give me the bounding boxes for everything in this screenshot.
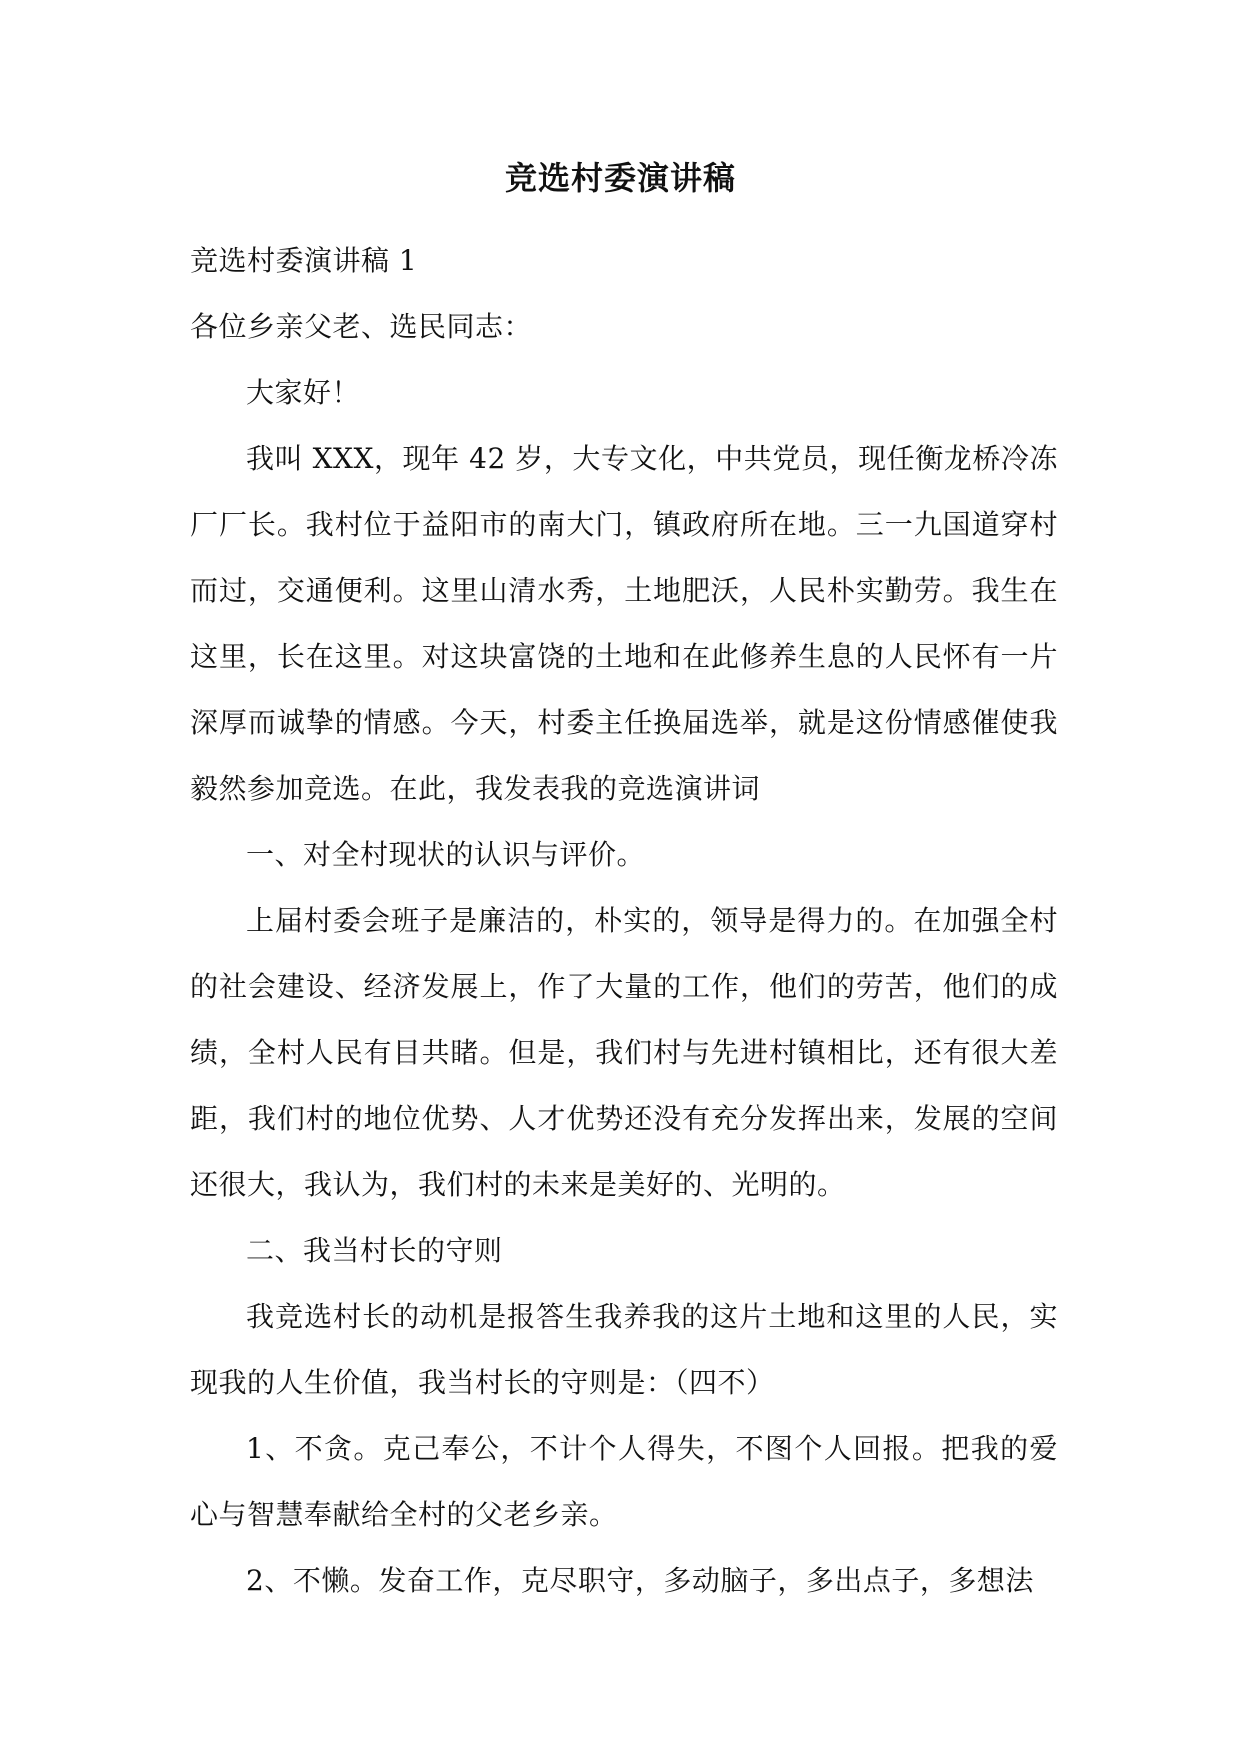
paragraph-rule-1: 1、不贪。克己奉公，不计个人得失，不图个人回报。把我的爱心与智慧奉献给全村的父老乡亲。 <box>190 1432 1058 1531</box>
document-body <box>190 228 1058 1614</box>
paragraph-rule-2: 2、不懒。发奋工作，克尽职守，多动脑子，多出点子，多想法 <box>246 1564 1034 1597</box>
salutation: 各位乡亲父老、选民同志： <box>190 310 533 343</box>
heading-section-1: 一、对全村现状的认识与评价。 <box>246 838 646 871</box>
paragraph-evaluation: 上届村委会班子是廉洁的，朴实的，领导是得力的。在加强全村的社会建设、经济发展上，作了大量的工作，他们的劳苦，他们的成绩，全村人民有目共睹。但是，我们村与先进村镇相比，还有很大差距，我们村的地位优势、人才优势还没有充分发挥出来，发展的空间还很大，我认为，我们村的未来是美好的、光明的。 <box>190 904 1058 1201</box>
paragraph-introduction: 我叫 XXX，现年 42 岁，大专文化，中共党员，现任衡龙桥冷冻厂厂长。我村位于益阳市的南大门，镇政府所在地。三一九国道穿村而过，交通便利。这里山清水秀，土地肥沃，人民朴实勤劳。我生在这里，长在这里。对这块富饶的土地和在此修养生息的人民怀有一片深厚而诚挚的情感。今天，村委主任换届选举，就是这份情感催使我毅然参加竞选。在此，我发表我的竞选演讲词 <box>190 442 1058 805</box>
document-title: 竞选村委演讲稿 <box>504 159 736 197</box>
paragraph-motivation: 我竞选村长的动机是报答生我养我的这片土地和这里的人民，实现我的人生价值，我当村长的守则是：（四不） <box>190 1300 1058 1399</box>
heading-section-2: 二、我当村长的守则 <box>246 1234 503 1267</box>
paragraph-greeting: 大家好！ <box>246 376 361 409</box>
section-subtitle: 竞选村委演讲稿 1 <box>190 244 418 277</box>
